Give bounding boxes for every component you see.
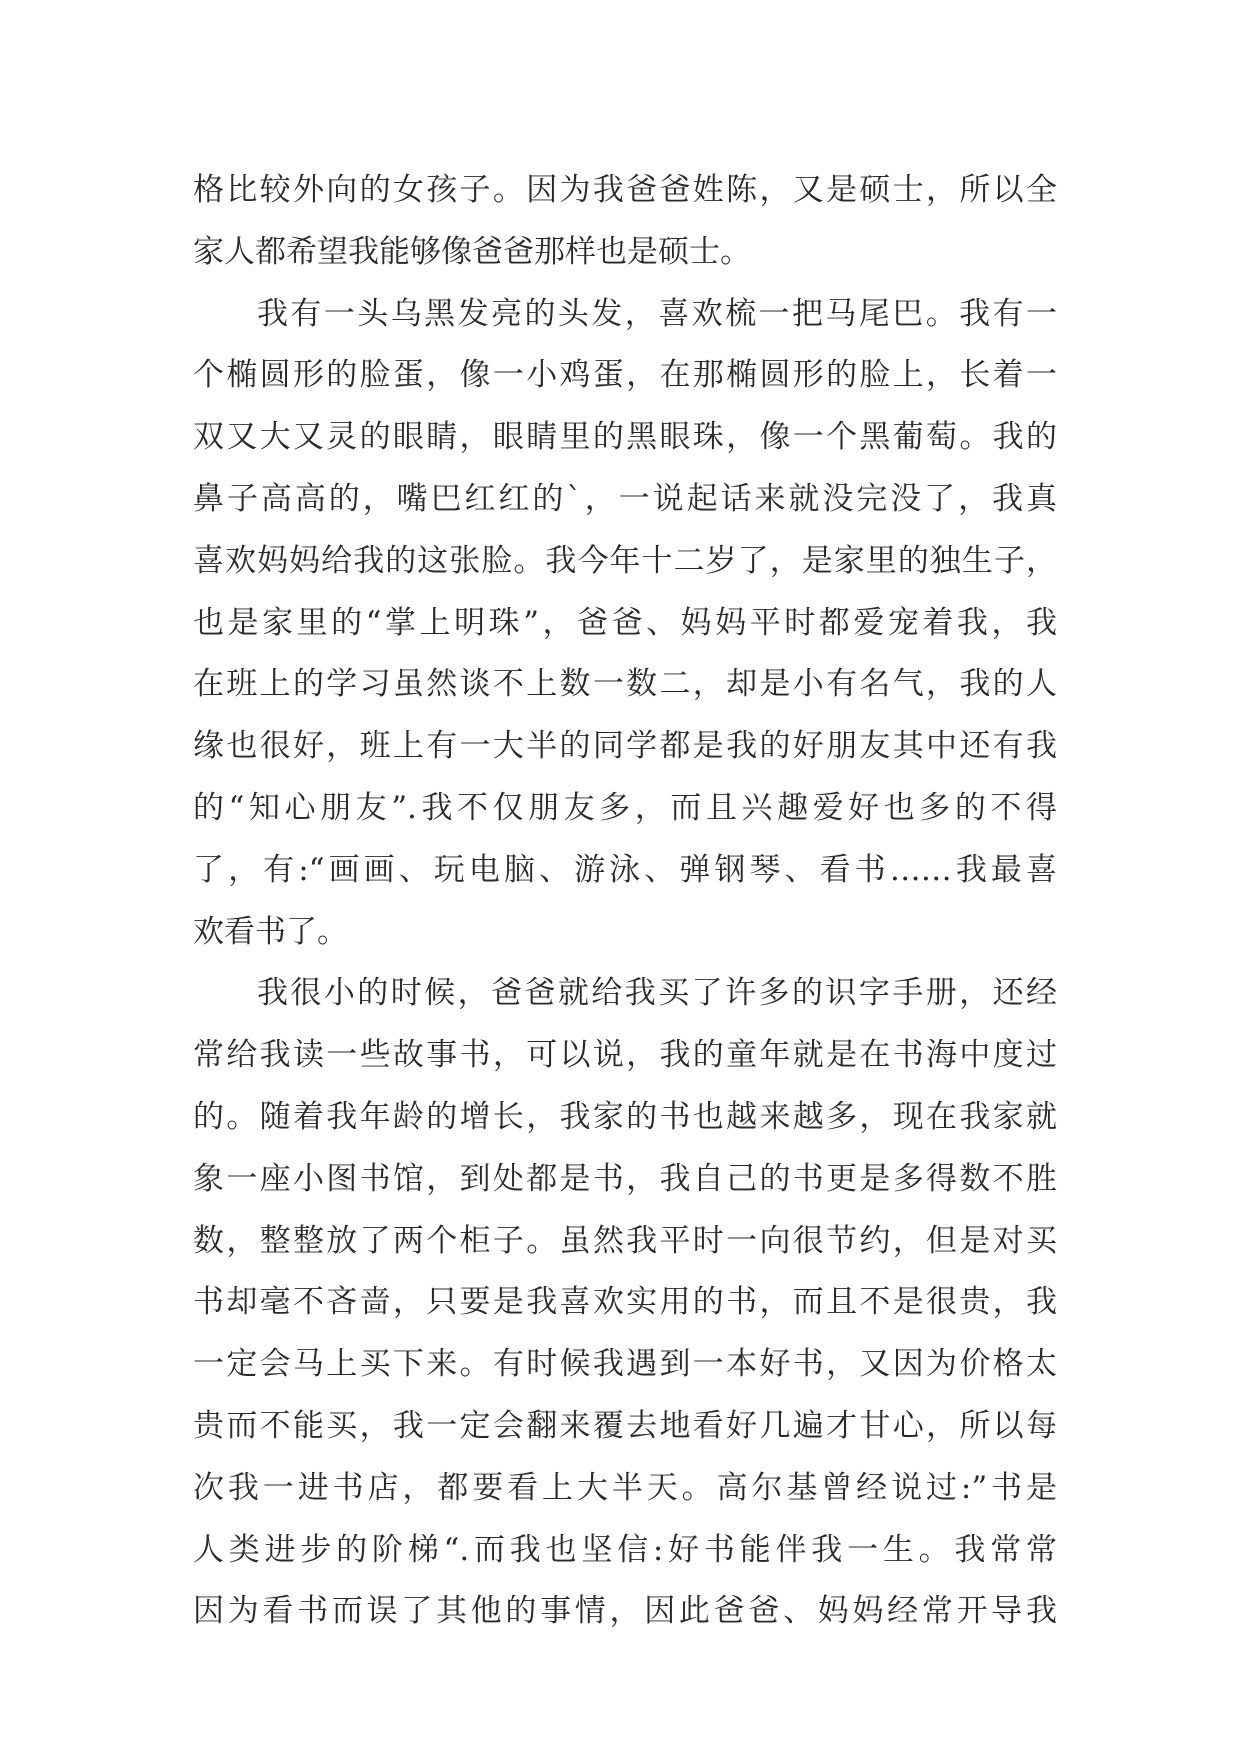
text-line: 次我一进书店，都要看上大半天。高尔基曾经说过:”书是	[193, 1469, 1057, 1506]
text-line: 人类进步的阶梯“.而我也坚信:好书能伴我一生。我常常	[193, 1531, 1057, 1568]
text-line: 数，整整放了两个柜子。虽然我平时一向很节约，但是对买	[193, 1222, 1057, 1259]
text-line: 双又大又灵的眼睛，眼睛里的黑眼珠，像一个黑葡萄。我的	[193, 419, 1057, 456]
text-line: 的“知心朋友”.我不仅朋友多，而且兴趣爱好也多的不得	[193, 789, 1057, 826]
text-line: 贵而不能买，我一定会翻来覆去地看好几遍才甘心，所以每	[193, 1407, 1057, 1444]
text-line: 家人都希望我能够像爸爸那样也是硕士。	[193, 233, 751, 270]
text-line: 缘也很好，班上有一大半的同学都是我的好朋友其中还有我	[193, 728, 1057, 765]
text-line: 鼻子高高的，嘴巴红红的`，一说起话来就没完没了，我真	[193, 480, 1057, 517]
body-text	[193, 160, 1057, 1643]
text-line: 个椭圆形的脸蛋，像一小鸡蛋，在那椭圆形的脸上，长着一	[193, 357, 1057, 394]
text-line: 书却毫不吝啬，只要是我喜欢实用的书，而且不是很贵，我	[193, 1284, 1057, 1321]
text-line: 一定会马上买下来。有时候我遇到一本好书，又因为价格太	[193, 1346, 1057, 1383]
text-line: 我有一头乌黑发亮的头发，喜欢梳一把马尾巴。我有一	[257, 295, 1057, 332]
text-line: 喜欢妈妈给我的这张脸。我今年十二岁了，是家里的独生子，	[193, 542, 1057, 579]
text-line: 欢看书了。	[193, 913, 348, 950]
text-line: 在班上的学习虽然谈不上数一数二，却是小有名气，我的人	[193, 666, 1057, 703]
text-line: 了，有:“画画、玩电脑、游泳、弹钢琴、看书……我最喜	[193, 851, 1057, 888]
text-line: 格比较外向的女孩子。因为我爸爸姓陈，又是硕士，所以全	[193, 172, 1057, 208]
text-line: 也是家里的“掌上明珠”，爸爸、妈妈平时都爱宠着我，我	[193, 604, 1057, 641]
text-line: 我很小的时候，爸爸就给我买了许多的识字手册，还经	[257, 975, 1057, 1012]
text-line: 的。随着我年龄的增长，我家的书也越来越多，现在我家就	[193, 1098, 1057, 1135]
text-line: 常给我读一些故事书，可以说，我的童年就是在书海中度过	[193, 1037, 1057, 1074]
text-line: 象一座小图书馆，到处都是书，我自己的书更是多得数不胜	[193, 1160, 1057, 1197]
text-line: 因为看书而误了其他的事情，因此爸爸、妈妈经常开导我	[193, 1593, 1057, 1630]
